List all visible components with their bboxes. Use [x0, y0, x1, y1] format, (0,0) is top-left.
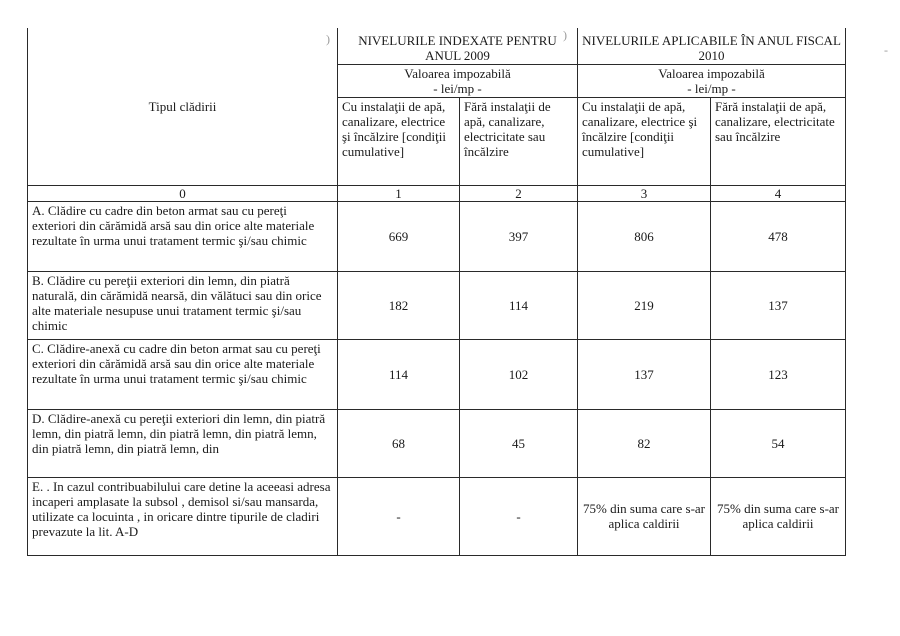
value-2009-with: - [338, 477, 460, 555]
table-row-a [28, 201, 846, 271]
table-row-e [28, 477, 846, 555]
taxable-value-header-2010 [578, 64, 846, 97]
unit-label-2010: - lei/mp - [687, 80, 736, 96]
scan-mark: ) [326, 32, 330, 46]
value-2009-without: 114 [460, 271, 578, 339]
value-2010-without: 75% din suma care s-ar aplica caldirii [711, 477, 846, 555]
tax-value-table [27, 28, 846, 556]
value-2009-without: - [460, 477, 578, 555]
row-description: A. Clădire cu cadre din beton armat sau cu pereţi exteriori din cărămidă arsă sau din orice alte materiale rezultate în urma unui tratament termic şi/sau chimic [28, 201, 338, 271]
col-header-with-installations-2010: Cu instalaţii de apă, canalizare, electrice şi încălzire [condiţii cumulative] [578, 97, 711, 185]
value-2009-without: 45 [460, 409, 578, 477]
value-2010-with: 219 [578, 271, 711, 339]
value-2009-with: 114 [338, 339, 460, 409]
column-number: 2 [460, 185, 578, 201]
value-2010-without: 478 [711, 201, 846, 271]
taxable-value-label-2009: Valoarea impozabilă [404, 65, 511, 81]
value-2010-without: 137 [711, 271, 846, 339]
value-2010-with: 806 [578, 201, 711, 271]
col-header-without-installations-2009: Fără instalaţii de apă, canalizare, electricitate sau încălzire [460, 97, 578, 185]
taxable-value-header-2009 [338, 64, 578, 97]
column-number-row [28, 185, 846, 201]
value-2009-with: 182 [338, 271, 460, 339]
group-label-2010: NIVELURILE APLICABILE ÎN ANUL FISCAL 2010 [582, 32, 841, 63]
row-description: B. Clădire cu pereţii exteriori din lemn, din piatră naturală, din cărămidă nearsă, din vălătuci sau din orice alte materiale nesupuse unui tratament termic şi/sau chimic [28, 271, 338, 339]
table-row-b [28, 271, 846, 339]
building-type-header [28, 28, 338, 185]
building-type-label: Tipul clădirii [148, 98, 217, 114]
col-header-with-installations-2009: Cu instalaţii de apă, canalizare, electrice şi încălzire [condiţii cumulative] [338, 97, 460, 185]
table-row-c [28, 339, 846, 409]
value-2010-without: 123 [711, 339, 846, 409]
row-description: D. Clădire-anexă cu pereţii exteriori din lemn, din piatră lemn, din piatră lemn, din piatră lemn, din piatră lemn, din piatră lemn, din piatră lemn, din [28, 409, 338, 477]
value-2010-without: 54 [711, 409, 846, 477]
row-description: E. . In cazul contribuabilului care detine la aceeasi adresa incaperi amplasate la subsol , demisol si/sau mansarda, utilizate ca locuinta , in oricare dintre tipurile de cladiri prevazute la lit. A-D [28, 477, 338, 555]
value-2010-with: 137 [578, 339, 711, 409]
value-2009-without: 397 [460, 201, 578, 271]
column-number: 1 [338, 185, 460, 201]
value-2009-with: 669 [338, 201, 460, 271]
row-description: C. Clădire-anexă cu cadre din beton armat sau cu pereţi exteriori din cărămidă arsă sau din orice alte materiale rezultate în urma unui tratament termic şi/sau chimic [28, 339, 338, 409]
taxable-value-label-2010: Valoarea impozabilă [658, 65, 765, 81]
table-row-d [28, 409, 846, 477]
value-2009-without: 102 [460, 339, 578, 409]
value-2010-with: 82 [578, 409, 711, 477]
scan-mark: ) [563, 28, 567, 42]
value-2009-with: 68 [338, 409, 460, 477]
group-label-2009: NIVELURILE INDEXATE PENTRU ANUL 2009 [358, 32, 557, 63]
group-header-2010 [578, 28, 846, 64]
unit-label-2009: - lei/mp - [433, 80, 482, 96]
group-header-2009 [338, 28, 578, 64]
scan-mark: - [884, 43, 888, 57]
col-header-without-installations-2010: Fără instalaţii de apă, canalizare, electricitate sau încălzire [711, 97, 846, 185]
column-number: 3 [578, 185, 711, 201]
column-number: 0 [28, 185, 338, 201]
header-row-groups [28, 28, 846, 64]
value-2010-with: 75% din suma care s-ar aplica caldirii [578, 477, 711, 555]
column-number: 4 [711, 185, 846, 201]
